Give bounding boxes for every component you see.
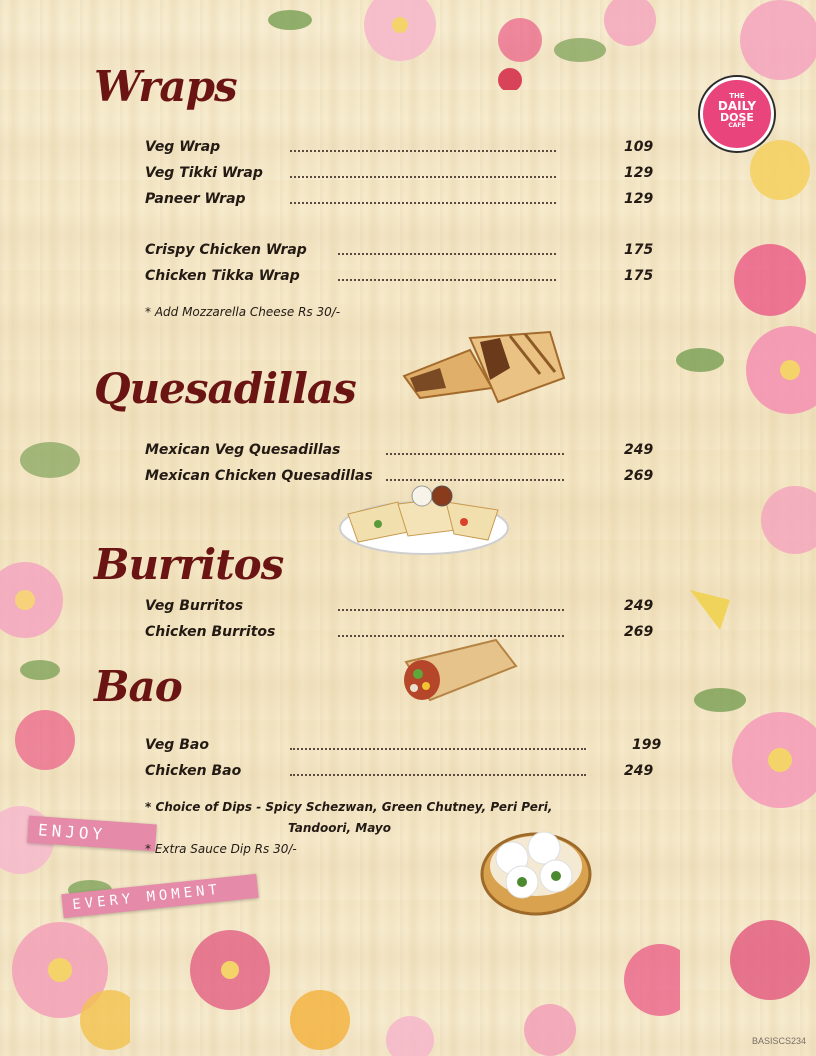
menu-item-price: 249: [624, 442, 654, 458]
menu-item-price: 175: [624, 242, 654, 258]
logo-text-daily: DAILY: [717, 99, 757, 113]
menu-item-name: Veg Bao: [145, 737, 209, 753]
bao-dips-note-continued: Tandoori, Mayo: [288, 821, 391, 835]
catalog-code: BASISCS234: [751, 1036, 806, 1046]
menu-item-name: Chicken Bao: [145, 763, 242, 779]
section-title-bao: Bao: [94, 662, 182, 711]
dot-leader: [290, 176, 556, 178]
dot-leader: [338, 279, 556, 281]
menu-item-price: 129: [624, 191, 654, 207]
menu-item-price: 175: [624, 268, 654, 284]
menu-item-price: 199: [632, 737, 662, 753]
dot-leader: [290, 150, 556, 152]
enjoy-tag: ENJOY: [27, 816, 157, 852]
floral-border-left: [0, 420, 130, 1056]
section-title-burritos: Burritos: [94, 540, 284, 589]
menu-item-price: 129: [624, 165, 654, 181]
dot-leader: [290, 774, 586, 776]
menu-item-name: Veg Tikki Wrap: [145, 165, 263, 181]
menu-item-name: Chicken Tikka Wrap: [145, 268, 300, 284]
logo-text-the: THE: [729, 92, 745, 100]
menu-item-name: Mexican Chicken Quesadillas: [145, 468, 373, 484]
floral-border-top: [250, 0, 660, 90]
wraps-note: * Add Mozzarella Cheese Rs 30/-: [145, 305, 341, 319]
extra-sauce-note: * Extra Sauce Dip Rs 30/-: [145, 842, 297, 856]
dot-leader: [290, 202, 556, 204]
menu-item-name: Mexican Veg Quesadillas: [145, 442, 341, 458]
every-moment-tag: EVERY MOMENT: [61, 874, 258, 918]
section-title-wraps: Wraps: [94, 62, 237, 111]
dot-leader: [338, 609, 564, 611]
burrito-food-image: [400, 636, 520, 704]
dot-leader: [290, 748, 586, 750]
bao-dips-note: * Choice of Dips - Spicy Schezwan, Green Chutney, Peri Peri,: [145, 800, 553, 814]
dot-leader: [386, 453, 564, 455]
menu-item-name: Veg Burritos: [145, 598, 244, 614]
menu-item-name: Chicken Burritos: [145, 624, 276, 640]
cafe-logo: [700, 77, 774, 151]
menu-item-name: Crispy Chicken Wrap: [145, 242, 307, 258]
menu-item-price: 249: [624, 763, 654, 779]
dot-leader: [338, 253, 556, 255]
dot-leader: [386, 479, 564, 481]
logo-text-dose: DOSE: [720, 111, 754, 124]
bao-basket-image: [480, 818, 592, 922]
menu-item-price: 109: [624, 139, 654, 155]
floral-border-right: [660, 0, 816, 1056]
wrap-food-image: [400, 328, 568, 408]
menu-item-price: 249: [624, 598, 654, 614]
menu-item-name: Paneer Wrap: [145, 191, 246, 207]
section-title-quesadillas: Quesadillas: [94, 364, 356, 413]
menu-item-price: 269: [624, 468, 654, 484]
logo-text-cafe: CAFE: [728, 122, 746, 129]
floral-border-bottom: [120, 930, 680, 1056]
quesadilla-plate-image: [338, 484, 510, 556]
menu-item-name: Veg Wrap: [145, 139, 221, 155]
menu-item-price: 269: [624, 624, 654, 640]
